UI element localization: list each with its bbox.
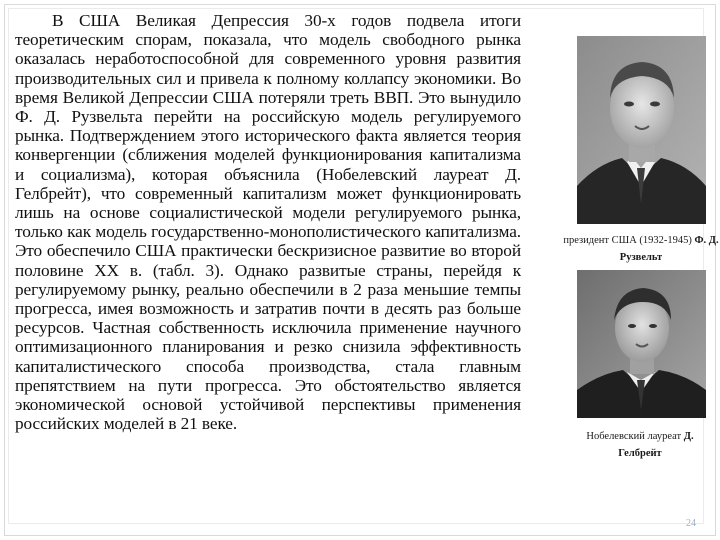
roosevelt-portrait [577,36,706,224]
main-paragraph: В США Великая Депрессия 30-х годов подвела итоги теоретическим спорам, показала, что модель свободного рынка оказалась неработоспособной для современного уровня развития производительных сил и привела к полному коллапсу экономики. Во время Великой Депрессии США потеряли треть ВВП. Это вынудило Ф. Д. Рузвельта перейти на российскую модель регулируемого рынка. Подтверждением этого исторического факта является теория конвергенции (сближения моделей функционирования капитализма и социализма), которая объяснила (Нобелевский лауреат Д. Гелбрейт), что современный капитализм может функционировать лишь на основе социалистической модели регулируемого рынка, только как модель государственно-монополистического капитализма. Это обеспечило США практически бескризисное развитие во второй половине XX в. (табл. 3). Однако развитые страны, перейдя к регулируемому рынку, реально обеспечили в 2 раза меньшие темпы прогресса, имея возможность и затратив почти в десять раз больше ресурсов. Частная собственность исключила применение научного оптимизационного планирования и резко снизила эффективность капиталистического способа производства, стала главным препятствием на пути прогресса. Это обстоятельство является экономической основой устойчивой перспективы применения российских моделей в 21 веке. [15,11,521,434]
page-number: 24 [686,518,696,529]
galbraith-caption-name: Д. Гелбрейт [618,431,694,459]
galbraith-caption-text: Нобелевский лауреат [586,431,684,442]
galbraith-caption [580,428,700,462]
roosevelt-caption-text: президент США (1932-1945) [563,235,695,246]
galbraith-portrait-image [577,270,706,418]
roosevelt-caption-name: Ф. Д. Рузвельт [619,235,719,263]
roosevelt-portrait-image [577,36,706,224]
roosevelt-caption [556,232,720,266]
galbraith-portrait [577,270,706,418]
